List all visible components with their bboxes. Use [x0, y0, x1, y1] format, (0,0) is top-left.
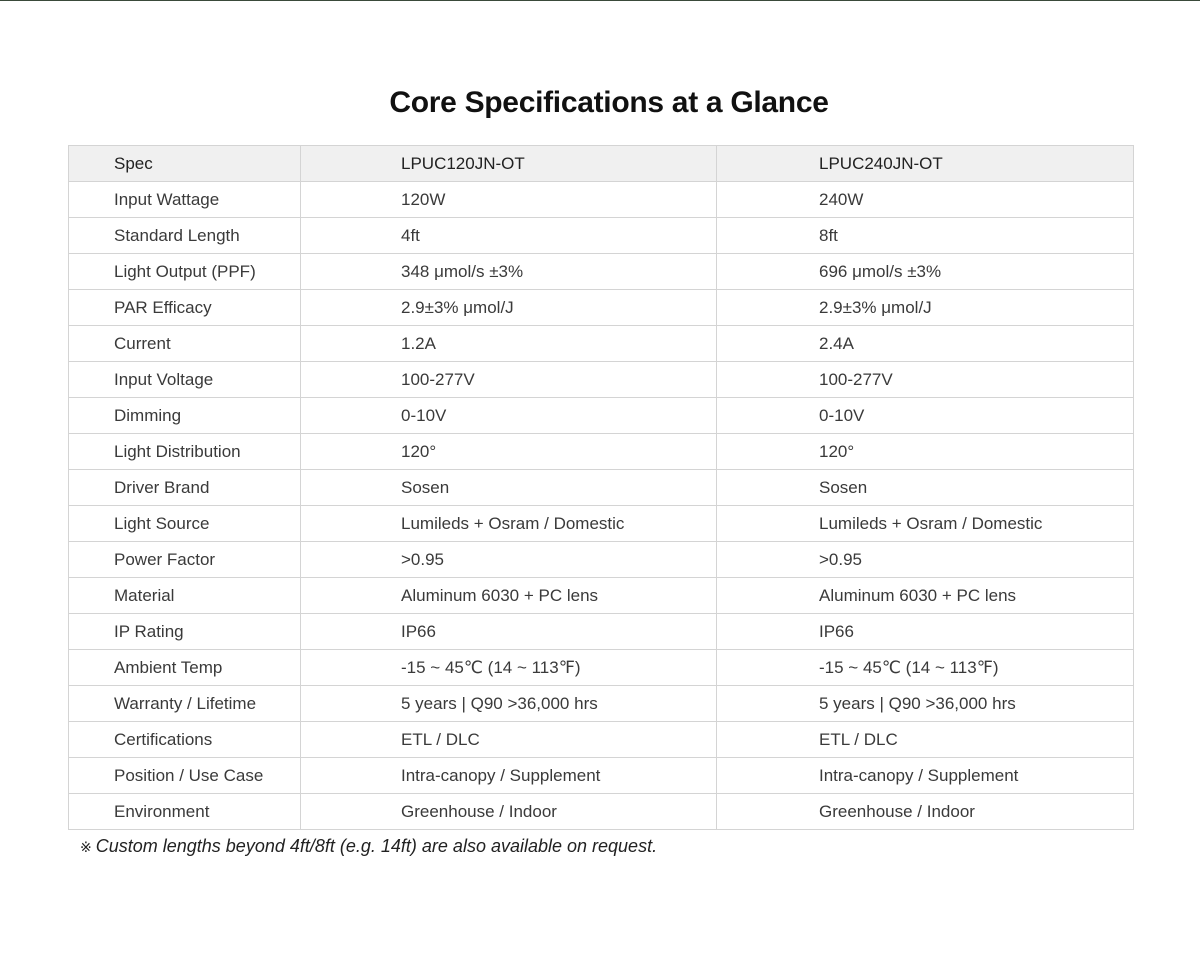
model-120-value-cell: IP66	[301, 614, 717, 650]
model-120-value-cell: >0.95	[301, 542, 717, 578]
model-120-value-cell: 348 μmol/s ±3%	[301, 254, 717, 290]
table-header-row	[69, 146, 1134, 182]
model-240-value-cell: Greenhouse / Indoor	[717, 794, 1134, 830]
spec-name-cell: Position / Use Case	[69, 758, 301, 794]
model-240-value-cell: 120°	[717, 434, 1134, 470]
table-row	[69, 542, 1134, 578]
model-120-value-cell: 0-10V	[301, 398, 717, 434]
model-240-value-cell: 696 μmol/s ±3%	[717, 254, 1134, 290]
page-title: Core Specifications at a Glance	[389, 86, 829, 119]
table-row	[69, 722, 1134, 758]
table-row	[69, 758, 1134, 794]
table-row	[69, 686, 1134, 722]
table-row	[69, 290, 1134, 326]
spec-name-cell: PAR Efficacy	[69, 290, 301, 326]
spec-name-cell: Driver Brand	[69, 470, 301, 506]
model-240-value-cell: 100-277V	[717, 362, 1134, 398]
spec-name-cell: Input Wattage	[69, 182, 301, 218]
table-row	[69, 254, 1134, 290]
model-240-value-cell: 8ft	[717, 218, 1134, 254]
model-240-value-cell: Aluminum 6030 + PC lens	[717, 578, 1134, 614]
top-divider	[0, 0, 1200, 1]
model-120-value-cell: -15 ~ 45℃ (14 ~ 113℉)	[301, 650, 717, 686]
spec-name-cell: Standard Length	[69, 218, 301, 254]
table-row	[69, 398, 1134, 434]
spec-name-cell: Input Voltage	[69, 362, 301, 398]
model-240-value-cell: 2.4A	[717, 326, 1134, 362]
spec-name-cell: Power Factor	[69, 542, 301, 578]
spec-name-cell: IP Rating	[69, 614, 301, 650]
model-240-value-cell: Sosen	[717, 470, 1134, 506]
reference-mark-icon: ※	[80, 839, 92, 855]
model-240-value-cell: 0-10V	[717, 398, 1134, 434]
table-body	[69, 182, 1134, 830]
model-120-value-cell: Lumileds + Osram / Domestic	[301, 506, 717, 542]
model-120-value-cell: 100-277V	[301, 362, 717, 398]
model-240-value-cell: >0.95	[717, 542, 1134, 578]
spec-name-cell: Certifications	[69, 722, 301, 758]
model-240-value-cell: Intra-canopy / Supplement	[717, 758, 1134, 794]
column-header-spec: Spec	[69, 146, 301, 182]
footnote-text: Custom lengths beyond 4ft/8ft (e.g. 14ft) are also available on request.	[95, 836, 658, 856]
table-row	[69, 182, 1134, 218]
table-row	[69, 650, 1134, 686]
model-240-value-cell: ETL / DLC	[717, 722, 1134, 758]
model-240-value-cell: IP66	[717, 614, 1134, 650]
model-120-value-cell: ETL / DLC	[301, 722, 717, 758]
table-row	[69, 794, 1134, 830]
table-row	[69, 362, 1134, 398]
spec-name-cell: Dimming	[69, 398, 301, 434]
model-240-value-cell: 240W	[717, 182, 1134, 218]
model-120-value-cell: Aluminum 6030 + PC lens	[301, 578, 717, 614]
table-row	[69, 434, 1134, 470]
model-120-value-cell: 2.9±3% μmol/J	[301, 290, 717, 326]
model-120-value-cell: 120W	[301, 182, 717, 218]
spec-table	[68, 145, 1134, 830]
model-120-value-cell: Greenhouse / Indoor	[301, 794, 717, 830]
model-120-value-cell: 120°	[301, 434, 717, 470]
spec-name-cell: Light Output (PPF)	[69, 254, 301, 290]
spec-name-cell: Environment	[69, 794, 301, 830]
column-header-model-240: LPUC240JN-OT	[717, 146, 1134, 182]
model-240-value-cell: Lumileds + Osram / Domestic	[717, 506, 1134, 542]
model-240-value-cell: -15 ~ 45℃ (14 ~ 113℉)	[717, 650, 1134, 686]
table-row	[69, 326, 1134, 362]
model-120-value-cell: 5 years | Q90 >36,000 hrs	[301, 686, 717, 722]
model-120-value-cell: Intra-canopy / Supplement	[301, 758, 717, 794]
footnote	[80, 836, 657, 857]
spec-name-cell: Warranty / Lifetime	[69, 686, 301, 722]
spec-name-cell: Ambient Temp	[69, 650, 301, 686]
model-120-value-cell: Sosen	[301, 470, 717, 506]
spec-name-cell: Current	[69, 326, 301, 362]
spec-name-cell: Light Distribution	[69, 434, 301, 470]
table-row	[69, 218, 1134, 254]
spec-name-cell: Material	[69, 578, 301, 614]
spec-name-cell: Light Source	[69, 506, 301, 542]
table-row	[69, 578, 1134, 614]
model-120-value-cell: 4ft	[301, 218, 717, 254]
table-row	[69, 614, 1134, 650]
model-240-value-cell: 5 years | Q90 >36,000 hrs	[717, 686, 1134, 722]
column-header-model-120: LPUC120JN-OT	[301, 146, 717, 182]
table-row	[69, 506, 1134, 542]
table-row	[69, 470, 1134, 506]
model-120-value-cell: 1.2A	[301, 326, 717, 362]
model-240-value-cell: 2.9±3% μmol/J	[717, 290, 1134, 326]
